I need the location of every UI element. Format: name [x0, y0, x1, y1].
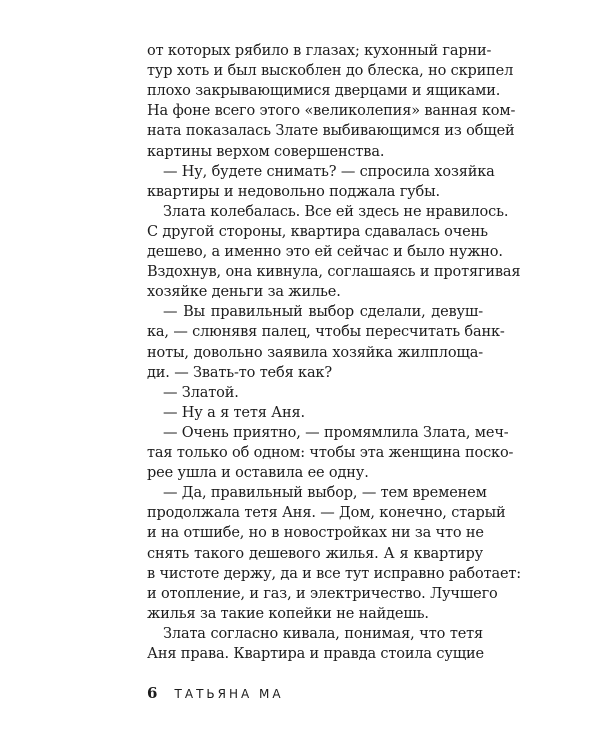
- text-line: ноты, довольно заявила хозяйка жилплоща-: [147, 344, 483, 361]
- text-line: тая только об одном: чтобы эта женщина поско-: [147, 445, 514, 461]
- text-line: На фоне всего этого «великолепия» ванная ком-: [147, 103, 516, 120]
- text-line: в чистоте держу, да и все тут исправно работает:: [147, 565, 521, 582]
- text-line: дешево, а именно это ей сейчас и было нужно.: [147, 244, 503, 260]
- text-line: хозяйке деньги за жилье.: [147, 284, 341, 301]
- running-author: ТАТЬЯНА МА: [174, 687, 284, 701]
- text-line: тур хоть и был выскоблен до блеска, но скрипел: [147, 63, 514, 80]
- text-line: ка, — слюнявя палец, чтобы пересчитать банк-: [147, 324, 505, 341]
- text-line: ди. — Звать-то тебя как?: [147, 364, 332, 381]
- text-line: — Златой.: [163, 384, 239, 401]
- text-line: Вздохнув, она кивнула, соглашаясь и протягивая: [147, 264, 521, 281]
- text-line: плохо закрывающимися дверцами и ящиками.: [147, 83, 501, 100]
- text-line: картины верхом совершенства.: [147, 143, 385, 160]
- text-line: С другой стороны, квартира сдавалась очень: [147, 223, 488, 240]
- text-line: и отопление, и газ, и электричество. Лучшего: [147, 585, 498, 602]
- text-line: снять такого дешевого жилья. А я квартиру: [147, 545, 483, 562]
- text-line: Злата колебалась. Все ей здесь не нравилось.: [163, 203, 509, 220]
- text-line: — Ну а я тетя Аня.: [163, 404, 305, 421]
- text-line: от которых рябило в глазах; кухонный гарни-: [147, 43, 492, 59]
- page-number: 6: [147, 684, 158, 702]
- text-line: Аня права. Квартира и правда стоила сущие: [147, 646, 484, 662]
- page-footer: [147, 683, 284, 703]
- text-line: квартиры и недовольно поджала губы.: [147, 183, 440, 200]
- text-line: жилья за такие копейки не найдешь.: [147, 605, 429, 622]
- text-line: — Ну, будете снимать? — спросила хозяйка: [163, 163, 495, 180]
- text-line: — Очень приятно, — промямлила Злата, меч-: [163, 424, 509, 441]
- text-line: продолжала тетя Аня. — Дом, конечно, старый: [147, 505, 506, 522]
- text-line: рее ушла и оставила ее одну.: [147, 465, 369, 482]
- text-line: ната показалась Злате выбивающимся из общей: [147, 123, 515, 140]
- text-line: и на отшибе, но в новостройках ни за что не: [147, 525, 484, 542]
- text-line: — Вы правильный выбор сделали, девуш-: [163, 304, 483, 321]
- text-line: — Да, правильный выбор, — тем временем: [163, 485, 487, 502]
- text-line: Злата согласно кивала, понимая, что тетя: [163, 625, 483, 642]
